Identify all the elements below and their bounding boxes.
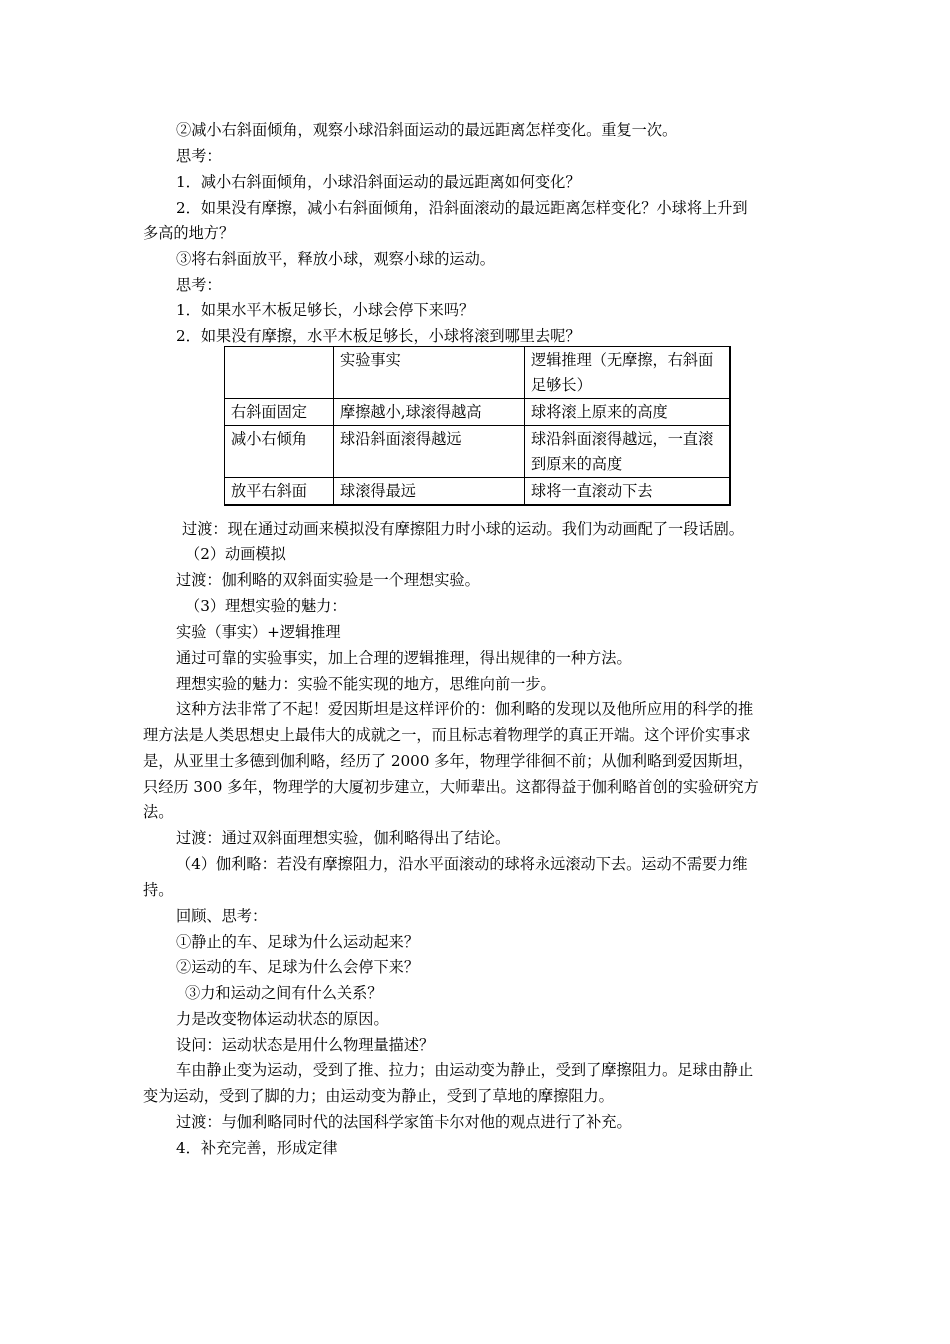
text-line: 理想实验的魅力：实验不能实现的地方，思维向前一步。 (176, 675, 556, 693)
table-cell: 球将滚上原来的高度 (525, 399, 731, 426)
text-line: 理方法是人类思想史上最伟大的成就之一，而且标志着物理学的真正开端。这个评价实事求 (143, 726, 751, 744)
table-header-cell: 实验事实 (334, 347, 525, 399)
table-header-row (225, 347, 731, 399)
table-cell: 右斜面固定 (225, 399, 334, 426)
experiment-table (224, 346, 731, 506)
text-line: 过渡：与伽利略同时代的法国科学家笛卡尔对他的观点进行了补充。 (176, 1113, 632, 1131)
text-line: 多高的地方？ (143, 224, 235, 242)
text-line: 1．减小右斜面倾角，小球沿斜面运动的最远距离如何变化？ (176, 173, 581, 191)
table-cell: 球沿斜面滚得越远，一直滚到原来的高度 (525, 426, 731, 478)
text-line: ①静止的车、足球为什么运动起来？ (176, 933, 419, 951)
table-row (225, 478, 731, 506)
table-header-cell: 逻辑推理（无摩擦，右斜面足够长） (525, 347, 731, 399)
table-header-cell (225, 347, 334, 399)
table-cell: 摩擦越小,球滚得越高 (334, 399, 525, 426)
text-line: 是，从亚里士多德到伽利略，经历了 2000 多年，物理学徘徊不前；从伽利略到爱因斯坦， (143, 752, 754, 770)
text-line: 过渡：伽利略的双斜面实验是一个理想实验。 (176, 571, 480, 589)
text-line: 力是改变物体运动状态的原因。 (176, 1010, 389, 1028)
text-line: 通过可靠的实验事实，加上合理的逻辑推理，得出规律的一种方法。 (176, 649, 632, 667)
table-cell: 放平右斜面 (225, 478, 334, 506)
text-line: 车由静止变为运动，受到了推、拉力；由运动变为静止，受到了摩擦阻力。足球由静止 (176, 1061, 754, 1079)
text-line: 变为运动，受到了脚的力；由运动变为静止，受到了草地的摩擦阻力。 (143, 1087, 614, 1105)
text-line: 思考： (176, 276, 222, 294)
text-line: 设问：运动状态是用什么物理量描述？ (176, 1036, 435, 1054)
text-line: 4．补充完善，形成定律 (176, 1139, 338, 1157)
text-line: ③力和运动之间有什么关系？ (185, 984, 383, 1002)
table-cell: 球沿斜面滚得越远 (334, 426, 525, 478)
table-cell: 球将一直滚动下去 (525, 478, 731, 506)
text-line: （2）动画模拟 (185, 545, 286, 563)
text-line: 1．如果水平木板足够长，小球会停下来吗？ (176, 301, 475, 319)
table-row (225, 399, 731, 426)
text-line: ②运动的车、足球为什么会停下来？ (176, 958, 419, 976)
table-row (225, 426, 731, 478)
table-cell: 球滚得最远 (334, 478, 525, 506)
text-line: 法。 (143, 803, 174, 821)
text-line: 2．如果没有摩擦，减小右斜面倾角，沿斜面滚动的最远距离怎样变化？小球将上升到 (176, 199, 748, 217)
text-line: 2．如果没有摩擦，水平木板足够长，小球将滚到哪里去呢？ (176, 327, 581, 345)
text-line: （3）理想实验的魅力： (185, 597, 347, 615)
text-line: 这种方法非常了不起！爱因斯坦是这样评价的：伽利略的发现以及他所应用的科学的推 (176, 700, 754, 718)
text-line: 持。 (143, 881, 174, 899)
text-line: ③将右斜面放平，释放小球，观察小球的运动。 (176, 250, 495, 268)
text-line: ②减小右斜面倾角，观察小球沿斜面运动的最远距离怎样变化。重复一次。 (176, 121, 678, 139)
text-line: 过渡：现在通过动画来模拟没有摩擦阻力时小球的运动。我们为动画配了一段话剧。 (182, 520, 744, 538)
text-line: （4）伽利略：若没有摩擦阻力，沿水平面滚动的球将永远滚动下去。运动不需要力维 (176, 855, 748, 873)
text-line: 实验（事实）+逻辑推理 (176, 623, 341, 641)
table-cell: 减小右倾角 (225, 426, 334, 478)
text-line: 只经历 300 多年，物理学的大厦初步建立，大师辈出。这都得益于伽利略首创的实验研究方 (143, 778, 759, 796)
text-line: 思考： (176, 147, 222, 165)
text-line: 回顾、思考： (176, 907, 268, 925)
text-line: 过渡：通过双斜面理想实验，伽利略得出了结论。 (176, 829, 511, 847)
